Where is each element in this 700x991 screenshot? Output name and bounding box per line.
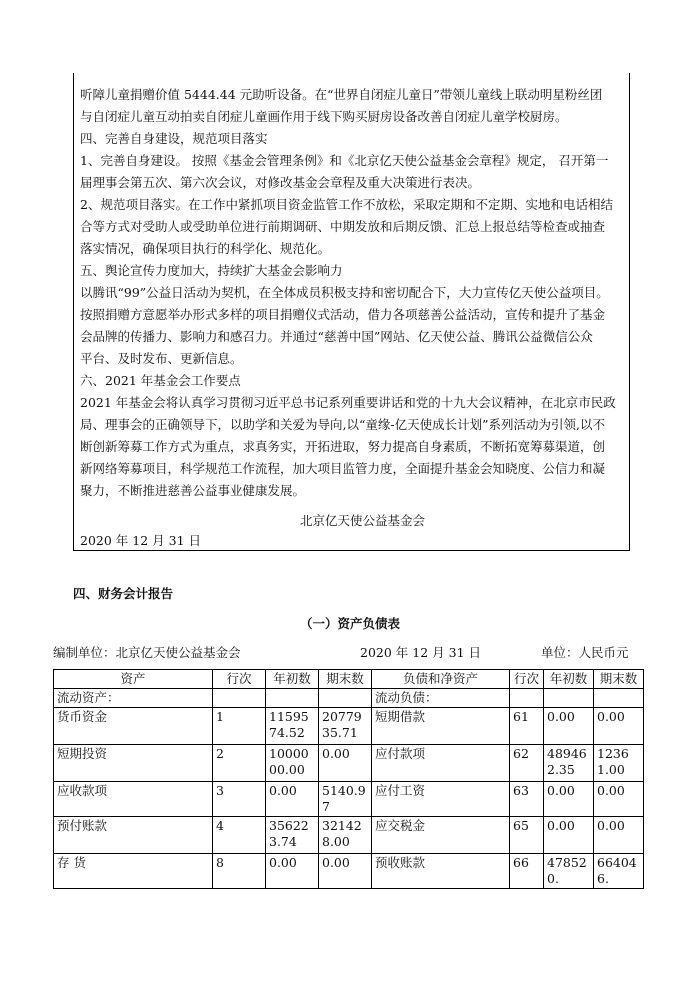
header-cell: 期末数 xyxy=(319,670,372,689)
text-line: 2021 年基金会将认真学习贯彻习近平总书记系列重要讲话和党的十九大会议精神，在北京市民政 xyxy=(80,395,616,410)
table-cell xyxy=(594,689,644,708)
text-line: 五、舆论宣传力度加大，持续扩大基金会影响力 xyxy=(80,263,343,278)
header-cell: 行次 xyxy=(510,670,544,689)
table-cell: 流动负债： xyxy=(372,689,510,708)
header-cell: 年初数 xyxy=(544,670,594,689)
table-cell xyxy=(319,689,372,708)
table-cell: 0.00 xyxy=(319,854,372,889)
text-line: 四、完善自身建设，规范项目落实 xyxy=(80,131,268,146)
table-cell: 8 xyxy=(213,854,266,889)
table-cell: 短期借款 xyxy=(372,708,510,745)
table-cell: 61 xyxy=(510,708,544,745)
table-cell xyxy=(510,689,544,708)
text-line: 届理事会第五次、第六次会议，对修改基金会章程及重大决策进行表决。 xyxy=(80,175,481,190)
text-line: 断创新筹募工作方式为重点，求真务实，开拓进取，努力提高自身素质，不断拓宽筹募渠道，创 xyxy=(80,439,606,454)
table-row xyxy=(54,817,644,854)
table-cell xyxy=(266,689,319,708)
balance-sheet-table xyxy=(53,669,644,889)
table-cell: 预收账款 xyxy=(372,854,510,889)
table-cell: 1000000.00 xyxy=(266,745,319,782)
table-cell: 流动资产： xyxy=(54,689,213,708)
table-cell: 65 xyxy=(510,817,544,854)
header-cell: 年初数 xyxy=(266,670,319,689)
text-line: 1、完善自身建设。 按照《基金会管理条例》和《北京亿天使公益基金会章程》规定， 召开第一 xyxy=(80,153,609,168)
table-row xyxy=(54,782,644,817)
header-cell: 负债和净资产 xyxy=(372,670,510,689)
table-cell xyxy=(544,689,594,708)
table-row xyxy=(54,689,644,708)
text-line: 新网络筹募项目，科学规范工作流程，加大项目监管力度，全面提升基金会知晓度、公信力和凝 xyxy=(80,461,606,476)
section-title: 四、财务会计报告 xyxy=(73,586,174,601)
table-cell: 0.00 xyxy=(544,782,594,817)
signature: 北京亿天使公益基金会 xyxy=(300,513,426,528)
text-line: 会品牌的传播力、影响力和感召力。并通过“慈善中国”网站、亿天使公益、腾讯公益微信公众 xyxy=(80,329,593,344)
table-cell: 0.00 xyxy=(266,782,319,817)
header-cell: 行次 xyxy=(213,670,266,689)
text-line: 听障儿童捐赠价值 5444.44 元助听设备。在“世界自闭症儿童日”带领儿童线上联动明星粉丝团 xyxy=(80,87,603,102)
table-cell: 664046. xyxy=(594,854,644,889)
table-cell: 预付账款 xyxy=(54,817,213,854)
report-text-box xyxy=(73,73,630,551)
table-cell: 应交税金 xyxy=(372,817,510,854)
table-cell: 2 xyxy=(213,745,266,782)
table-cell: 1 xyxy=(213,708,266,745)
report-date: 2020 年 12 月 31 日 xyxy=(80,533,201,548)
table-cell: 12361.00 xyxy=(594,745,644,782)
table-cell: 5140.97 xyxy=(319,782,372,817)
currency-unit: 单位：人民币元 xyxy=(541,645,629,660)
table-cell: 356223.74 xyxy=(266,817,319,854)
text-line: 聚力，不断推进慈善公益事业健康发展。 xyxy=(80,483,306,498)
table-row xyxy=(54,745,644,782)
table-cell: 货币资金 xyxy=(54,708,213,745)
text-line: 与自闭症儿童互动拍卖自闭症儿童画作用于线下购买厨房设备改善自闭症儿童学校厨房。 xyxy=(80,109,568,124)
table-header-row xyxy=(54,670,644,689)
table-cell: 478520. xyxy=(544,854,594,889)
table-subtitle: （一）资产负债表 xyxy=(299,616,400,631)
table-cell: 0.00 xyxy=(594,782,644,817)
table-cell: 存 货 xyxy=(54,854,213,889)
table-cell: 63 xyxy=(510,782,544,817)
table-cell: 短期投资 xyxy=(54,745,213,782)
table-cell: 0.00 xyxy=(544,708,594,745)
table-cell: 应付工资 xyxy=(372,782,510,817)
table-cell: 0.00 xyxy=(319,745,372,782)
statement-date: 2020 年 12 月 31 日 xyxy=(360,645,481,660)
table-cell: 2077935.71 xyxy=(319,708,372,745)
text-line: 以腾讯“99”公益日活动为契机，在全体成员积极支持和密切配合下，大力宣传亿天使公益项目。 xyxy=(80,285,609,300)
table-row xyxy=(54,854,644,889)
table-cell: 321428.00 xyxy=(319,817,372,854)
table-cell: 应付款项 xyxy=(372,745,510,782)
text-line: 落实情况，确保项目执行的科学化、规范化。 xyxy=(80,241,331,256)
text-line: 按照捐赠方意愿举办形式多样的项目捐赠仪式活动，借力各项慈善公益活动，宣传和提升了基金 xyxy=(80,307,606,322)
table-cell: 0.00 xyxy=(544,817,594,854)
table-cell: 4 xyxy=(213,817,266,854)
table-cell: 62 xyxy=(510,745,544,782)
table-cell xyxy=(213,689,266,708)
text-line: 合等方式对受助人或受助单位进行前期调研、中期发放和后期反馈、汇总上报总结等检查或抽查 xyxy=(80,219,606,234)
table-cell: 489462.35 xyxy=(544,745,594,782)
table-cell: 应收款项 xyxy=(54,782,213,817)
header-cell: 期末数 xyxy=(594,670,644,689)
table-cell: 66 xyxy=(510,854,544,889)
table-row xyxy=(54,708,644,745)
text-line: 局、理事会的正确领导下，以助学和关爱为导向,以“童缘-亿天使成长计划”系列活动为引领,以不 xyxy=(80,417,605,432)
text-line: 2、规范项目落实。在工作中紧抓项目资金监管工作不放松，采取定期和不定期、实地和电话相结 xyxy=(80,197,613,212)
table-cell: 3 xyxy=(213,782,266,817)
text-line: 六、2021 年基金会工作要点 xyxy=(80,373,241,388)
table-cell: 0.00 xyxy=(594,708,644,745)
header-cell: 资产 xyxy=(54,670,213,689)
table-cell: 1159574.52 xyxy=(266,708,319,745)
text-line: 平台、及时发布、更新信息。 xyxy=(80,351,243,366)
prepared-by: 编制单位：北京亿天使公益基金会 xyxy=(53,645,241,660)
table-cell: 0.00 xyxy=(266,854,319,889)
table-cell: 0.00 xyxy=(594,817,644,854)
